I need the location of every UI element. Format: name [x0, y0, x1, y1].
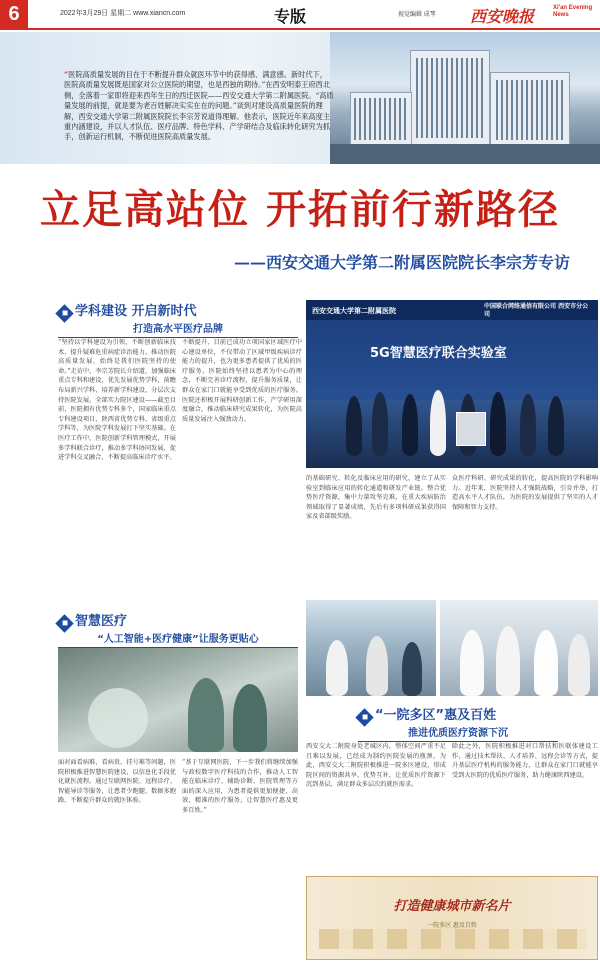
section1-column-2: 不断提升，目前已成功立项国家区域医疗中心建设单位，不仅带动了区域甲级疾病诊疗能力的提升，也为更多患者提供了优质的医疗服务。医院始终坚持以患者为中心的理念，不断完善诊疗流程，提升服务质量，让群众在家门口就能享受到优质的医疗服务。医院还积极开展科研创新工作，产学研用深度融合，推动临床研究成果转化，为医院高质量发展注入强劲动力。 — [182, 339, 302, 423]
surgery-photo — [58, 648, 298, 752]
section1-column-1: “坚持以学科建设为引领，不断创新临床技术，提升疑难危重病症诊治能力，推动医院高质量发展，始终是我们医院坚持的使命。”走访中，李宗芳院长介绍道，加强临床重点专科和建设，优先发展优势学科，前瞻布局新兴学科，培养新学科建设、分层次支持医院发展，全部实力院区建设——截至目前，医院拥有优势专科多个，国家临床重点专科建设项目，陕西省优势专科、省级重点学科等，为医院学科发展打下坚实基础。在医疗工作中，医院创新学科管理模式，开展多学科联合诊疗，推动多学科协同发展，促进学科交叉融合，不断提高临床诊疗水平。 — [58, 339, 176, 462]
section2-column-2: “基于互联网医院，下一步我们将继续加强与政校数字医疗科技的合作，推动人工智能在临床诊疗、辅助诊断、医院管理等方面的深入应用，为患者提供更加便捷、高效、精准的医疗服务，让智慧医疗惠及更多百姓。” — [182, 759, 298, 814]
promo-banner-title: 打造健康城市新名片 — [393, 899, 511, 914]
hospital-building-photo — [330, 32, 600, 164]
section1-column-4: 众医疗科研、研究成果的转化，提高医院的学科影响力。近年来，医院坚持人才强院战略，引育并举，打造高水平人才队伍，为医院的发展提供了坚实的人才保障和智力支持。 — [452, 475, 598, 511]
section2-tag: ◆ 智慧医疗 — [58, 610, 127, 630]
section2-subtitle: “人工智能+医疗健康”让服务更贴心 — [58, 630, 298, 648]
lab-screen-title: 5G智慧医疗联合实验室 — [370, 346, 507, 361]
diamond-icon: ◆ — [355, 708, 373, 726]
section3-tag: ◆ “一院多区”惠及百姓 — [358, 704, 496, 724]
section3-column-1: 西安交大二附院身处老城区内，整体空间严重不足且难以发展，已经成为制约医院发展的瓶颈。为此，西安交大二附院积极推进一院多区建设，形成院区间的资源共享、优势互补，让优质医疗资源下沉到基层，满足群众多层次的就医需求。 — [306, 743, 446, 789]
diamond-icon: ◆ — [55, 614, 73, 632]
photo-banner-right: 中国联合网络通信有限公司 西安市分公司 — [484, 303, 589, 318]
page-number: 6 — [0, 0, 28, 28]
lab-launch-photo — [306, 300, 598, 468]
promo-banner-subtitle: 一院多区 惠及百姓 — [427, 923, 477, 929]
editor-credit: 视觉编辑 成琴 — [398, 12, 436, 18]
section1-tag: ◆ 学科建设 开启新时代 — [58, 300, 197, 320]
issue-date: 2022年3月29日 星期二 www.xiancn.com — [60, 10, 186, 17]
doctors-photo — [440, 600, 598, 696]
photo-banner-left: 西安交通大学第二附属医院 — [312, 307, 396, 315]
main-headline: 立足高站位 开拓前行新路径 — [40, 187, 560, 233]
section2-column-1: 面对面看病难、看病贵、挂号难等问题，医院积极推进智慧医院建设，以信息化手段优化就医流程。通过互联网医院、远程诊疗、智能导诊等服务，让患者少跑腿、数据多跑路，不断提升群众的就医体验。 — [58, 759, 176, 805]
section-name: 专版 — [274, 7, 307, 26]
newspaper-logo: 西安晚报 — [470, 7, 535, 26]
section1-column-3: 的基础研究、转化及临床应用的研究，建立了从实验室到临床应用的转化通道和研发产业链。整合优势医疗资源，集中力量攻坚克难，在重大疾病防治领域取得了显著成绩，先后有多项科研成果获得国家及省部级奖励。 — [306, 475, 446, 521]
section3-column-2: 除此之外，医院积极推进对口帮扶和医联体建设工作，通过技术帮扶、人才培养、远程会诊等方式，提升基层医疗机构的服务能力，让群众在家门口就能享受到大医院的优质医疗服务，助力健康陕西建设。 — [452, 743, 598, 779]
newspaper-logo-en: Xi'an Evening News — [553, 5, 593, 18]
clinic-photo-left — [306, 600, 436, 696]
section3-subtitle: 推进优质医疗资源下沉 — [358, 724, 558, 742]
diamond-icon: ◆ — [55, 304, 73, 322]
section1-subtitle: 打造高水平医疗品牌 — [58, 320, 298, 338]
intro-paragraph: “医院高质量发展的目在于不断提升群众就医环节中的获得感、满意感。新时代下，医院高质量发展既是国家对公立医院的期望，也是西独的期待。”在西安明泰王府西北侧，全落着一家即将迎来西年生日的西迁医院——西安交通大学第二附属医院。“高质量发展的前提，就是要为老百姓解决实实在在的问题。”谈到对建设高质量医院的理解，西安交通大学第二附属医院院长李宗芳说道得理解。他表示，医院近年来高度主重内涵建设，并以人才队伍、医疗品牌、特色学科、产学研结合及临床转化研究为抓手，创新运行机制，不断促进医院高质量发展。 — [64, 70, 334, 142]
promo-banner — [306, 876, 598, 960]
sub-headline: ——西安交通大学第二附属医院院长李宗芳专访 — [233, 253, 570, 272]
